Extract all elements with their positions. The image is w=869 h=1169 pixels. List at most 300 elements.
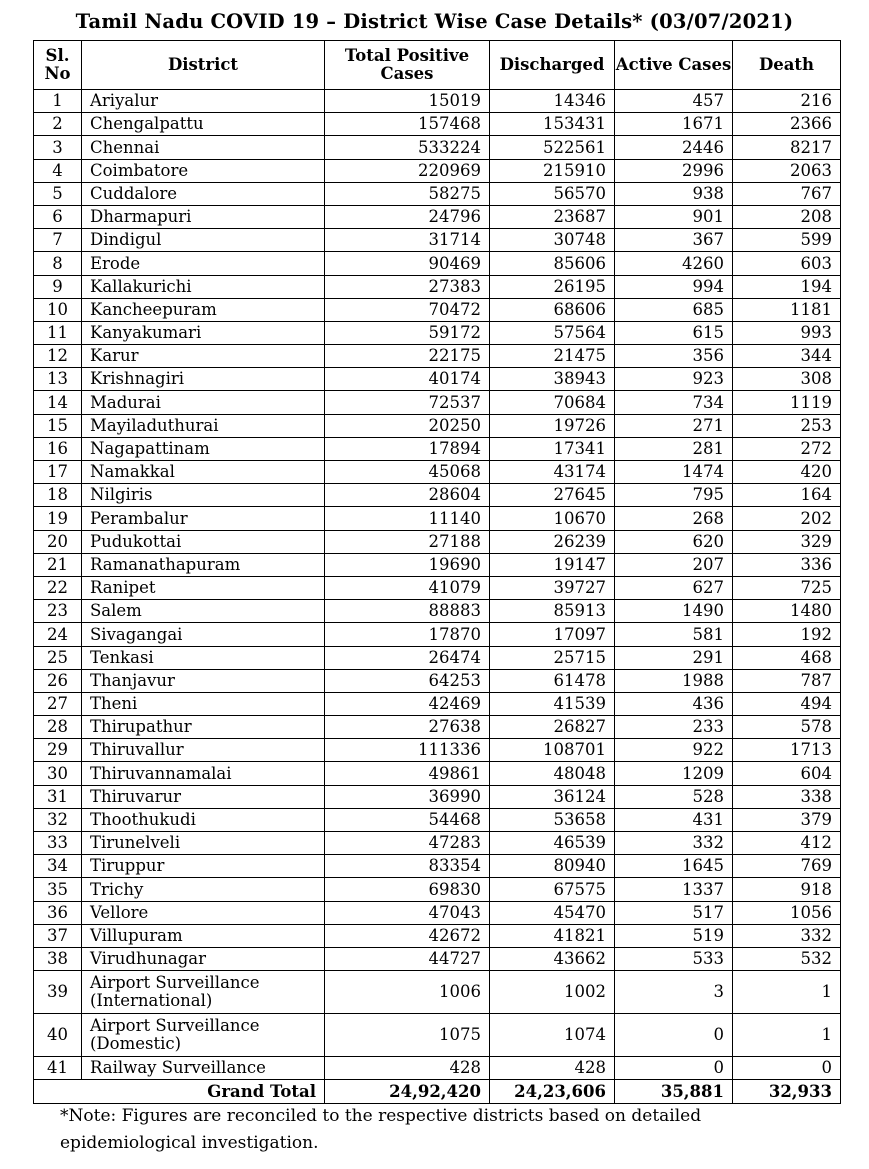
cell-sl-no: 37 (34, 924, 82, 947)
cell-district: Tiruppur (82, 855, 325, 878)
cell-total-positive: 17894 (325, 437, 490, 460)
cell-sl-no: 5 (34, 182, 82, 205)
cell-total-positive: 15019 (325, 90, 490, 113)
table-row (34, 321, 841, 344)
cell-sl-no: 28 (34, 716, 82, 739)
cell-discharged: 215910 (490, 159, 615, 182)
cell-active: 994 (615, 275, 733, 298)
table-row (34, 136, 841, 159)
cell-discharged: 23687 (490, 205, 615, 228)
table-row (34, 808, 841, 831)
cell-total-positive: 27638 (325, 716, 490, 739)
table-row (34, 1014, 841, 1057)
district-case-table (33, 40, 841, 1104)
cell-sl-no: 20 (34, 530, 82, 553)
cell-active: 367 (615, 229, 733, 252)
cell-discharged: 61478 (490, 669, 615, 692)
cell-sl-no: 24 (34, 623, 82, 646)
cell-total-positive: 41079 (325, 576, 490, 599)
cell-active: 356 (615, 345, 733, 368)
table-row (34, 182, 841, 205)
cell-total-positive: 19690 (325, 553, 490, 576)
table-row (34, 90, 841, 113)
cell-sl-no: 26 (34, 669, 82, 692)
table-row (34, 692, 841, 715)
cell-total-positive: 42469 (325, 692, 490, 715)
cell-sl-no: 23 (34, 600, 82, 623)
cell-sl-no: 35 (34, 878, 82, 901)
cell-death: 532 (733, 947, 841, 970)
cell-sl-no: 3 (34, 136, 82, 159)
cell-total-positive: 59172 (325, 321, 490, 344)
cell-active: 533 (615, 947, 733, 970)
cell-total-positive: 42672 (325, 924, 490, 947)
cell-sl-no: 6 (34, 205, 82, 228)
cell-district: Krishnagiri (82, 368, 325, 391)
header-sl-no: Sl. No (34, 41, 82, 90)
cell-sl-no: 40 (34, 1014, 82, 1057)
cell-death: 1181 (733, 298, 841, 321)
cell-total-positive: 47283 (325, 832, 490, 855)
cell-death: 1 (733, 1014, 841, 1057)
cell-death: 769 (733, 855, 841, 878)
cell-sl-no: 41 (34, 1057, 82, 1080)
cell-total-positive: 1075 (325, 1014, 490, 1057)
cell-active: 1474 (615, 461, 733, 484)
cell-active: 795 (615, 484, 733, 507)
cell-total-positive: 22175 (325, 345, 490, 368)
cell-active: 685 (615, 298, 733, 321)
cell-active: 0 (615, 1057, 733, 1080)
cell-sl-no: 15 (34, 414, 82, 437)
cell-total-positive: 49861 (325, 762, 490, 785)
header-district: District (82, 41, 325, 90)
cell-sl-no: 33 (34, 832, 82, 855)
cell-active: 627 (615, 576, 733, 599)
cell-active: 1645 (615, 855, 733, 878)
cell-district: Trichy (82, 878, 325, 901)
cell-sl-no: 22 (34, 576, 82, 599)
cell-district: Nagapattinam (82, 437, 325, 460)
cell-district: Kallakurichi (82, 275, 325, 298)
table-row (34, 762, 841, 785)
table-row (34, 1057, 841, 1080)
table-row (34, 576, 841, 599)
cell-total-positive: 31714 (325, 229, 490, 252)
cell-discharged: 57564 (490, 321, 615, 344)
cell-total-positive: 69830 (325, 878, 490, 901)
cell-death: 308 (733, 368, 841, 391)
cell-active: 615 (615, 321, 733, 344)
table-row (34, 971, 841, 1014)
cell-discharged: 25715 (490, 646, 615, 669)
cell-discharged: 14346 (490, 90, 615, 113)
table-row (34, 437, 841, 460)
cell-active: 457 (615, 90, 733, 113)
cell-discharged: 46539 (490, 832, 615, 855)
cell-district: Thanjavur (82, 669, 325, 692)
cell-district: Thirupathur (82, 716, 325, 739)
cell-active: 436 (615, 692, 733, 715)
cell-discharged: 1002 (490, 971, 615, 1014)
cell-district: Dharmapuri (82, 205, 325, 228)
table-row (34, 623, 841, 646)
cell-death: 344 (733, 345, 841, 368)
cell-district: Chennai (82, 136, 325, 159)
cell-sl-no: 4 (34, 159, 82, 182)
cell-sl-no: 21 (34, 553, 82, 576)
footnote: *Note: Figures are reconciled to the respective districts based on detailed epidemiological investigation. (60, 1106, 702, 1153)
cell-active: 268 (615, 507, 733, 530)
cell-discharged: 10670 (490, 507, 615, 530)
grand-total-discharged: 24,23,606 (490, 1080, 615, 1104)
cell-district: Erode (82, 252, 325, 275)
cell-discharged: 85913 (490, 600, 615, 623)
cell-discharged: 70684 (490, 391, 615, 414)
cell-active: 4260 (615, 252, 733, 275)
table-row (34, 484, 841, 507)
cell-death: 494 (733, 692, 841, 715)
cell-discharged: 21475 (490, 345, 615, 368)
cell-death: 272 (733, 437, 841, 460)
grand-total-active: 35,881 (615, 1080, 733, 1104)
cell-active: 291 (615, 646, 733, 669)
cell-sl-no: 13 (34, 368, 82, 391)
cell-death: 420 (733, 461, 841, 484)
cell-death: 412 (733, 832, 841, 855)
cell-discharged: 17097 (490, 623, 615, 646)
cell-discharged: 26195 (490, 275, 615, 298)
cell-sl-no: 9 (34, 275, 82, 298)
cell-sl-no: 10 (34, 298, 82, 321)
table-row (34, 298, 841, 321)
page-title: Tamil Nadu COVID 19 – District Wise Case Details* (03/07/2021) (75, 10, 794, 33)
table-row (34, 368, 841, 391)
cell-sl-no: 25 (34, 646, 82, 669)
cell-death: 2063 (733, 159, 841, 182)
cell-active: 2446 (615, 136, 733, 159)
cell-district: Namakkal (82, 461, 325, 484)
cell-district: Tenkasi (82, 646, 325, 669)
cell-active: 1988 (615, 669, 733, 692)
cell-discharged: 19147 (490, 553, 615, 576)
cell-total-positive: 111336 (325, 739, 490, 762)
cell-active: 923 (615, 368, 733, 391)
cell-district: Airport Surveillance (International) (82, 971, 325, 1014)
table-row (34, 669, 841, 692)
cell-discharged: 56570 (490, 182, 615, 205)
cell-discharged: 26827 (490, 716, 615, 739)
cell-district: Cuddalore (82, 182, 325, 205)
cell-death: 1480 (733, 600, 841, 623)
cell-death: 993 (733, 321, 841, 344)
cell-discharged: 1074 (490, 1014, 615, 1057)
cell-death: 767 (733, 182, 841, 205)
cell-total-positive: 36990 (325, 785, 490, 808)
cell-active: 1209 (615, 762, 733, 785)
cell-active: 901 (615, 205, 733, 228)
table-row (34, 785, 841, 808)
cell-district: Railway Surveillance (82, 1057, 325, 1080)
cell-discharged: 80940 (490, 855, 615, 878)
cell-discharged: 85606 (490, 252, 615, 275)
cell-district: Kanyakumari (82, 321, 325, 344)
cell-total-positive: 58275 (325, 182, 490, 205)
cell-active: 734 (615, 391, 733, 414)
cell-death: 787 (733, 669, 841, 692)
cell-discharged: 43662 (490, 947, 615, 970)
header-death: Death (733, 41, 841, 90)
cell-discharged: 43174 (490, 461, 615, 484)
cell-death: 468 (733, 646, 841, 669)
cell-sl-no: 8 (34, 252, 82, 275)
cell-total-positive: 1006 (325, 971, 490, 1014)
cell-discharged: 17341 (490, 437, 615, 460)
cell-death: 599 (733, 229, 841, 252)
cell-district: Coimbatore (82, 159, 325, 182)
cell-death: 725 (733, 576, 841, 599)
cell-death: 164 (733, 484, 841, 507)
cell-sl-no: 16 (34, 437, 82, 460)
cell-total-positive: 90469 (325, 252, 490, 275)
cell-sl-no: 18 (34, 484, 82, 507)
cell-sl-no: 31 (34, 785, 82, 808)
cell-district: Chengalpattu (82, 113, 325, 136)
cell-death: 1 (733, 971, 841, 1014)
table-row (34, 507, 841, 530)
grand-total-label: Grand Total (34, 1080, 325, 1104)
table-row (34, 345, 841, 368)
header-discharged: Discharged (490, 41, 615, 90)
cell-district: Thiruvallur (82, 739, 325, 762)
cell-active: 519 (615, 924, 733, 947)
header-active: Active Cases (615, 41, 733, 90)
cell-sl-no: 30 (34, 762, 82, 785)
cell-total-positive: 64253 (325, 669, 490, 692)
cell-sl-no: 34 (34, 855, 82, 878)
cell-district: Dindigul (82, 229, 325, 252)
cell-total-positive: 83354 (325, 855, 490, 878)
table-row (34, 205, 841, 228)
cell-district: Nilgiris (82, 484, 325, 507)
cell-death: 194 (733, 275, 841, 298)
cell-discharged: 19726 (490, 414, 615, 437)
cell-death: 329 (733, 530, 841, 553)
cell-total-positive: 220969 (325, 159, 490, 182)
table-row (34, 229, 841, 252)
cell-active: 207 (615, 553, 733, 576)
cell-district: Perambalur (82, 507, 325, 530)
cell-death: 216 (733, 90, 841, 113)
table-row (34, 739, 841, 762)
cell-district: Vellore (82, 901, 325, 924)
cell-death: 1056 (733, 901, 841, 924)
cell-total-positive: 28604 (325, 484, 490, 507)
cell-total-positive: 24796 (325, 205, 490, 228)
grand-total-row (34, 1080, 841, 1104)
cell-discharged: 67575 (490, 878, 615, 901)
cell-active: 233 (615, 716, 733, 739)
table-row (34, 553, 841, 576)
cell-district: Salem (82, 600, 325, 623)
table-row (34, 947, 841, 970)
cell-district: Theni (82, 692, 325, 715)
cell-active: 0 (615, 1014, 733, 1057)
cell-discharged: 39727 (490, 576, 615, 599)
cell-discharged: 38943 (490, 368, 615, 391)
cell-active: 581 (615, 623, 733, 646)
cell-sl-no: 17 (34, 461, 82, 484)
table-row (34, 252, 841, 275)
cell-sl-no: 27 (34, 692, 82, 715)
cell-discharged: 48048 (490, 762, 615, 785)
cell-death: 1119 (733, 391, 841, 414)
cell-sl-no: 19 (34, 507, 82, 530)
cell-discharged: 522561 (490, 136, 615, 159)
cell-district: Airport Surveillance (Domestic) (82, 1014, 325, 1057)
cell-total-positive: 72537 (325, 391, 490, 414)
cell-discharged: 27645 (490, 484, 615, 507)
cell-sl-no: 7 (34, 229, 82, 252)
cell-death: 192 (733, 623, 841, 646)
cell-discharged: 68606 (490, 298, 615, 321)
cell-discharged: 26239 (490, 530, 615, 553)
cell-discharged: 428 (490, 1057, 615, 1080)
cell-total-positive: 27188 (325, 530, 490, 553)
table-row (34, 414, 841, 437)
table-row (34, 855, 841, 878)
header-row (34, 41, 841, 90)
cell-total-positive: 44727 (325, 947, 490, 970)
cell-district: Ariyalur (82, 90, 325, 113)
header-total-positive: Total Positive Cases (325, 41, 490, 90)
table-row (34, 275, 841, 298)
cell-district: Mayiladuthurai (82, 414, 325, 437)
cell-active: 271 (615, 414, 733, 437)
cell-total-positive: 27383 (325, 275, 490, 298)
cell-sl-no: 38 (34, 947, 82, 970)
cell-discharged: 41821 (490, 924, 615, 947)
cell-discharged: 36124 (490, 785, 615, 808)
cell-death: 338 (733, 785, 841, 808)
cell-active: 2996 (615, 159, 733, 182)
cell-death: 578 (733, 716, 841, 739)
cell-discharged: 53658 (490, 808, 615, 831)
table-row (34, 600, 841, 623)
cell-district: Tirunelveli (82, 832, 325, 855)
grand-total-positive: 24,92,420 (325, 1080, 490, 1104)
cell-sl-no: 32 (34, 808, 82, 831)
cell-death: 2366 (733, 113, 841, 136)
cell-active: 431 (615, 808, 733, 831)
cell-active: 517 (615, 901, 733, 924)
cell-active: 3 (615, 971, 733, 1014)
cell-active: 620 (615, 530, 733, 553)
cell-sl-no: 2 (34, 113, 82, 136)
cell-discharged: 153431 (490, 113, 615, 136)
cell-death: 379 (733, 808, 841, 831)
cell-total-positive: 428 (325, 1057, 490, 1080)
cell-death: 918 (733, 878, 841, 901)
cell-sl-no: 12 (34, 345, 82, 368)
table-row (34, 901, 841, 924)
cell-total-positive: 157468 (325, 113, 490, 136)
cell-discharged: 108701 (490, 739, 615, 762)
cell-sl-no: 14 (34, 391, 82, 414)
cell-district: Sivagangai (82, 623, 325, 646)
cell-total-positive: 11140 (325, 507, 490, 530)
cell-death: 0 (733, 1057, 841, 1080)
cell-active: 938 (615, 182, 733, 205)
cell-active: 332 (615, 832, 733, 855)
cell-district: Thoothukudi (82, 808, 325, 831)
cell-district: Thiruvarur (82, 785, 325, 808)
cell-death: 208 (733, 205, 841, 228)
cell-sl-no: 1 (34, 90, 82, 113)
cell-active: 1671 (615, 113, 733, 136)
table-row (34, 461, 841, 484)
cell-active: 922 (615, 739, 733, 762)
table-row (34, 878, 841, 901)
table-row (34, 159, 841, 182)
cell-total-positive: 45068 (325, 461, 490, 484)
table-row (34, 391, 841, 414)
cell-total-positive: 26474 (325, 646, 490, 669)
cell-discharged: 41539 (490, 692, 615, 715)
table-row (34, 832, 841, 855)
cell-district: Virudhunagar (82, 947, 325, 970)
cell-total-positive: 47043 (325, 901, 490, 924)
cell-death: 253 (733, 414, 841, 437)
cell-total-positive: 40174 (325, 368, 490, 391)
cell-district: Ranipet (82, 576, 325, 599)
cell-death: 332 (733, 924, 841, 947)
cell-death: 8217 (733, 136, 841, 159)
cell-total-positive: 17870 (325, 623, 490, 646)
cell-total-positive: 88883 (325, 600, 490, 623)
cell-death: 603 (733, 252, 841, 275)
cell-active: 1337 (615, 878, 733, 901)
cell-death: 1713 (733, 739, 841, 762)
cell-death: 604 (733, 762, 841, 785)
cell-district: Pudukottai (82, 530, 325, 553)
table-row (34, 716, 841, 739)
cell-sl-no: 39 (34, 971, 82, 1014)
cell-district: Ramanathapuram (82, 553, 325, 576)
cell-district: Karur (82, 345, 325, 368)
cell-discharged: 45470 (490, 901, 615, 924)
cell-death: 336 (733, 553, 841, 576)
cell-total-positive: 20250 (325, 414, 490, 437)
cell-active: 528 (615, 785, 733, 808)
cell-total-positive: 70472 (325, 298, 490, 321)
cell-district: Villupuram (82, 924, 325, 947)
cell-active: 1490 (615, 600, 733, 623)
cell-district: Madurai (82, 391, 325, 414)
cell-death: 202 (733, 507, 841, 530)
grand-total-death: 32,933 (733, 1080, 841, 1104)
table-row (34, 530, 841, 553)
table-row (34, 924, 841, 947)
cell-discharged: 30748 (490, 229, 615, 252)
cell-active: 281 (615, 437, 733, 460)
cell-total-positive: 54468 (325, 808, 490, 831)
table-row (34, 113, 841, 136)
cell-sl-no: 36 (34, 901, 82, 924)
cell-sl-no: 11 (34, 321, 82, 344)
cell-total-positive: 533224 (325, 136, 490, 159)
table-row (34, 646, 841, 669)
